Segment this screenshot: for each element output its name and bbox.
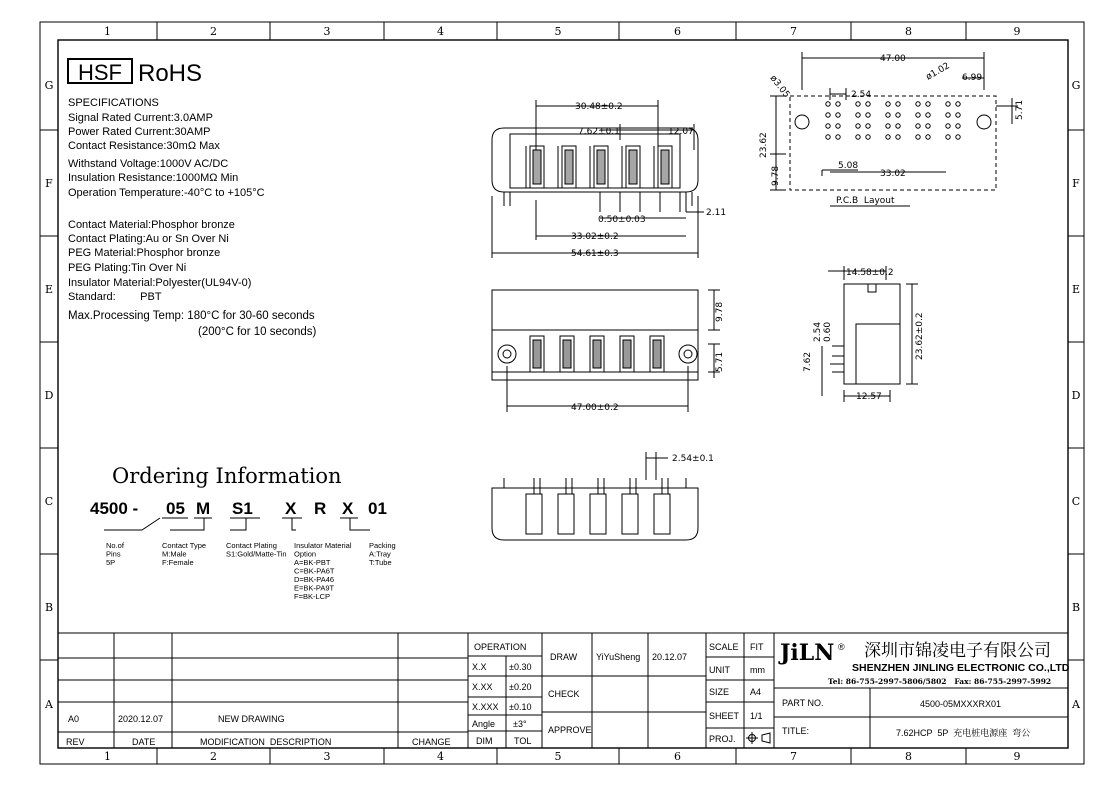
zone-column-label: 7 xyxy=(790,750,797,763)
unit-value: mm xyxy=(750,665,765,675)
zone-column-label: 9 xyxy=(1013,25,1021,38)
pcb-hole xyxy=(866,135,870,139)
zone-row-label: A xyxy=(45,698,53,711)
dim-label: ø3.05 xyxy=(767,73,792,100)
hsf-logo: HSF xyxy=(78,60,122,85)
legend-insulator xyxy=(294,541,352,601)
dim-label: 12.57 xyxy=(856,392,882,402)
zone-column-label: 9 xyxy=(1013,750,1021,763)
material-lines xyxy=(68,219,317,338)
part-code xyxy=(90,499,387,518)
contact-slot xyxy=(526,494,542,534)
pcb-hole xyxy=(946,102,950,106)
tol-label: X.XX xyxy=(472,682,493,692)
unit-label: UNIT xyxy=(709,665,730,675)
dim-label: 23.62±0.2 xyxy=(915,312,925,360)
rohs-logo: RoHS xyxy=(138,60,203,87)
company-name-cn: 深圳市锦凌电子有限公司 xyxy=(864,641,1051,660)
legend-line: F:Female xyxy=(162,558,194,567)
zone-row-label: C xyxy=(44,495,54,508)
dim-label: 2.11 xyxy=(706,208,727,218)
dim-label: 5.71 xyxy=(715,351,725,372)
contact-slot xyxy=(558,494,574,534)
pcb-hole xyxy=(856,102,860,106)
dim-label: 2.54±0.1 xyxy=(672,454,714,464)
legend-plating xyxy=(226,541,287,559)
zone-column-label: 7 xyxy=(790,25,797,38)
front-pins xyxy=(600,192,680,212)
header-rev: REV xyxy=(66,737,85,747)
pcb-hole xyxy=(916,124,920,128)
spec-line: Signal Rated Current:3.0AMP xyxy=(68,112,213,124)
zone-column-label: 1 xyxy=(104,25,111,38)
dim-header: DIM xyxy=(476,736,493,746)
contact-slot xyxy=(590,494,606,534)
zone-column-label: 4 xyxy=(437,25,444,38)
contact-blade xyxy=(623,340,631,368)
contact-blade xyxy=(563,340,571,368)
dim-label: 33.02 xyxy=(880,169,906,179)
pcb-hole xyxy=(956,102,960,106)
sheet-value: 1/1 xyxy=(750,711,763,721)
pcb-hole xyxy=(886,102,890,106)
pcb-hole xyxy=(916,135,920,139)
contact-blade xyxy=(661,150,669,184)
ordering-legend xyxy=(106,541,396,601)
spec-line: Contact Resistance:30mΩ Max xyxy=(68,140,220,152)
zone-column-label: 3 xyxy=(323,25,331,38)
ordering-title: Ordering Information xyxy=(112,464,342,488)
pcb-hole xyxy=(896,124,900,128)
tol-label: X.X xyxy=(472,662,487,672)
rev-description: NEW DRAWING xyxy=(218,714,285,724)
material-line: Standard: PBT xyxy=(68,291,162,303)
scale-label: SCALE xyxy=(709,642,739,652)
spec-line: Power Rated Current:30AMP xyxy=(68,126,211,138)
part-code-packing: X xyxy=(342,499,354,518)
draw-date: 20.12.07 xyxy=(652,652,688,662)
zone-column-label: 6 xyxy=(674,750,681,763)
pcb-hole xyxy=(946,135,950,139)
pcb-layout-label: P.C.B Layout xyxy=(836,196,895,206)
sheet-label: SHEET xyxy=(709,711,740,721)
zone-row-label: B xyxy=(1071,601,1081,614)
dim-label: 7.62 xyxy=(803,351,813,372)
dim-label: 47.00 xyxy=(880,54,906,64)
operation-label: OPERATION xyxy=(474,642,527,652)
bottom-view xyxy=(492,452,698,540)
zone-row-label: C xyxy=(1071,495,1081,508)
part-code-r: R xyxy=(314,499,327,518)
part-no-label: PART NO. xyxy=(782,698,824,708)
dim-label: 5.71 xyxy=(1015,99,1025,120)
zone-row-label: E xyxy=(44,283,54,296)
spec-line: Insulation Resistance:1000MΩ Min xyxy=(68,172,239,184)
dim-label: 14.58±0.2 xyxy=(846,268,894,278)
tol-header: TOL xyxy=(514,736,532,746)
scale-value: FIT xyxy=(750,642,764,652)
company-logo: JiLN xyxy=(780,640,835,666)
header-date: DATE xyxy=(132,737,156,747)
drawer-name: YiYuSheng xyxy=(596,652,641,662)
legend-line: No.of xyxy=(106,541,124,550)
legend-packing xyxy=(369,541,396,567)
legend-line: T:Tube xyxy=(369,558,392,567)
material-line: Max.Processing Temp: 180°C for 30-60 seconds xyxy=(68,310,315,322)
size-value: A4 xyxy=(750,687,762,697)
legend-line: F=BK-LCP xyxy=(294,592,331,601)
part-code-suffix: 01 xyxy=(368,499,387,518)
pcb-hole xyxy=(946,113,950,117)
pcb-hole xyxy=(836,113,840,117)
contact-blade xyxy=(565,150,573,184)
contact-blade xyxy=(533,340,541,368)
pcb-hole xyxy=(836,135,840,139)
legend-line: Contact Type xyxy=(162,541,207,550)
dim-label: 0.50±0.03 xyxy=(598,215,646,225)
side-dimensions xyxy=(803,268,925,402)
dim-label: 9.78 xyxy=(771,165,781,186)
dim-label: ø1.02 xyxy=(924,61,952,83)
zone-column-label: 2 xyxy=(210,25,217,38)
legend-pins xyxy=(106,541,125,567)
zone-row-label: A xyxy=(1072,698,1080,711)
tol-value: ±0.10 xyxy=(509,702,532,712)
dim-label: 5.08 xyxy=(838,161,859,171)
pcb-hole xyxy=(886,135,890,139)
material-line: (200°C for 10 seconds) xyxy=(198,326,317,338)
material-line: PEG Plating:Tin Over Ni xyxy=(68,262,187,274)
legend-line: D=BK-PA46 xyxy=(294,575,335,584)
company-name-en: SHENZHEN JINLING ELECTRONIC CO.,LTD xyxy=(852,662,1070,674)
pcb-hole xyxy=(916,102,920,106)
zone-column-label: 1 xyxy=(104,750,111,763)
part-no-value: 4500-05MXXXRX01 xyxy=(920,699,1002,709)
part-code-leaders xyxy=(104,518,370,530)
zone-column-label: 4 xyxy=(437,750,444,763)
part-code-pins: 05 xyxy=(166,499,185,518)
rev-date: 2020.12.07 xyxy=(118,714,164,724)
contact-blade xyxy=(533,150,541,184)
legend-line: M:Male xyxy=(162,549,187,559)
pcb-hole xyxy=(836,102,840,106)
spec-line: Operation Temperature:-40°C to +105°C xyxy=(68,187,265,199)
legend-line: 5P xyxy=(106,558,116,567)
tol-value: ±0.30 xyxy=(509,662,532,672)
zone-row-label: B xyxy=(44,601,54,614)
spec-lines xyxy=(68,112,265,199)
dim-label: 2.54 xyxy=(813,321,823,342)
legend-line: A=BK-PBT xyxy=(294,558,331,567)
rev-value: A0 xyxy=(68,714,80,724)
pcb-hole xyxy=(886,124,890,128)
legend-line: S1:Gold/Matte-Tin xyxy=(226,549,287,559)
material-line: PEG Material:Phosphor bronze xyxy=(68,247,221,259)
title-block-text xyxy=(66,640,1070,747)
contact-blade xyxy=(629,150,637,184)
pcb-hole xyxy=(866,113,870,117)
dim-label: 30.48±0.2 xyxy=(575,102,623,112)
zone-row-label: G xyxy=(44,79,54,92)
contact-blade xyxy=(593,340,601,368)
proj-label: PROJ. xyxy=(709,734,736,744)
zone-column-label: 3 xyxy=(323,750,331,763)
front-contacts xyxy=(526,146,672,188)
legend-line: C=BK-PA6T xyxy=(294,566,335,576)
pcb-hole xyxy=(826,102,830,106)
zone-row-label: E xyxy=(1071,283,1081,296)
zone-row-label: F xyxy=(1072,177,1080,190)
zone-column-label: 5 xyxy=(554,25,562,38)
tol-value: ±3° xyxy=(513,719,527,729)
bottom-contacts xyxy=(526,478,670,534)
contact-slot xyxy=(622,494,638,534)
tol-label: Angle xyxy=(472,719,496,729)
spec-heading: SPECIFICATIONS xyxy=(68,97,159,109)
pcb-hole xyxy=(866,102,870,106)
zone-column-label: 8 xyxy=(905,25,912,38)
pcb-hole xyxy=(886,113,890,117)
draw-label: DRAW xyxy=(550,652,578,662)
pcb-hole xyxy=(836,124,840,128)
legend-line: Pins xyxy=(106,549,121,559)
header-mod: MODIFICATION DESCRIPTION xyxy=(200,737,332,747)
dim-label: 6.99 xyxy=(962,73,983,83)
pcb-dimensions xyxy=(759,54,1025,206)
part-code-type: M xyxy=(196,499,211,518)
header-change: CHANGE xyxy=(412,737,451,747)
zone-column-label: 2 xyxy=(210,750,217,763)
check-label: CHECK xyxy=(548,689,580,699)
company-contact: Tel: 86-755-2997-5806/5802 Fax: 86-755-2997-5992 xyxy=(828,677,1052,686)
pcb-hole xyxy=(956,124,960,128)
pcb-hole xyxy=(856,135,860,139)
pcb-hole xyxy=(926,102,930,106)
pcb-hole xyxy=(946,124,950,128)
zone-column-label: 5 xyxy=(554,750,562,763)
pcb-hole xyxy=(956,135,960,139)
projection-symbol-icon xyxy=(746,732,770,744)
material-line: Insulator Material:Polyester(UL94V-0) xyxy=(68,277,252,289)
pcb-hole xyxy=(926,124,930,128)
zone-row-label: F xyxy=(45,177,53,190)
legend-line: Packing xyxy=(369,541,396,550)
pcb-hole xyxy=(926,135,930,139)
legend-line: Insulator Material xyxy=(294,541,352,550)
title-value: 7.62HCP 5P 充电桩电源座 弯公 xyxy=(896,728,1031,738)
legend-line: E=BK-PA9T xyxy=(294,583,335,593)
pcb-hole xyxy=(826,135,830,139)
dim-label: 47.00±0.2 xyxy=(571,403,619,413)
dim-label: 2.54 xyxy=(851,90,872,100)
pcb-hole xyxy=(896,135,900,139)
legend-line: Contact Plating xyxy=(226,541,277,550)
material-line: Contact Material:Phosphor bronze xyxy=(68,219,235,231)
legend-line: A:Tray xyxy=(369,549,391,559)
contact-blade xyxy=(653,340,661,368)
zone-row-label: G xyxy=(1071,79,1081,92)
pcb-holes xyxy=(826,102,960,139)
approve-label: APPROVE xyxy=(548,725,592,735)
part-code-insulator: X xyxy=(285,499,297,518)
dim-label: 54.61±0.3 xyxy=(571,249,619,259)
pcb-hole xyxy=(826,113,830,117)
dim-label: 33.02±0.2 xyxy=(571,232,619,242)
dim-label: 9.78 xyxy=(715,301,725,322)
tol-label: X.XXX xyxy=(472,702,499,712)
side-view xyxy=(822,266,918,402)
pcb-hole xyxy=(856,124,860,128)
zone-column-label: 8 xyxy=(905,750,912,763)
contact-blade xyxy=(597,150,605,184)
contact-slot xyxy=(654,494,670,534)
pcb-hole xyxy=(826,124,830,128)
pcb-hole xyxy=(856,113,860,117)
spec-line: Withstand Voltage:1000V AC/DC xyxy=(68,158,229,170)
pcb-hole xyxy=(896,102,900,106)
part-code-base: 4500 - xyxy=(90,499,139,518)
pcb-hole xyxy=(866,124,870,128)
legend-line: Option xyxy=(294,549,317,559)
dim-label: 0.60 xyxy=(823,321,833,342)
registered-mark: ® xyxy=(838,642,845,652)
pcb-hole xyxy=(896,113,900,117)
dim-label: 7.62±0.1 xyxy=(578,127,620,137)
zone-column-label: 6 xyxy=(674,25,681,38)
material-line: Contact Plating:Au or Sn Over Ni xyxy=(68,233,229,245)
pcb-hole xyxy=(916,113,920,117)
dim-label: 12.07 xyxy=(668,127,694,137)
top-view xyxy=(492,290,720,412)
pcb-hole xyxy=(956,113,960,117)
pcb-hole xyxy=(926,113,930,117)
top-contacts xyxy=(530,336,664,372)
tol-value: ±0.20 xyxy=(509,682,532,692)
dim-label: 23.62 xyxy=(759,132,769,158)
size-label: SIZE xyxy=(709,687,730,697)
legend-type xyxy=(162,541,206,567)
zone-row-label: D xyxy=(1071,389,1081,402)
zone-row-label: D xyxy=(44,389,54,402)
part-code-plating: S1 xyxy=(232,499,253,518)
title-label: TITLE: xyxy=(782,726,810,736)
